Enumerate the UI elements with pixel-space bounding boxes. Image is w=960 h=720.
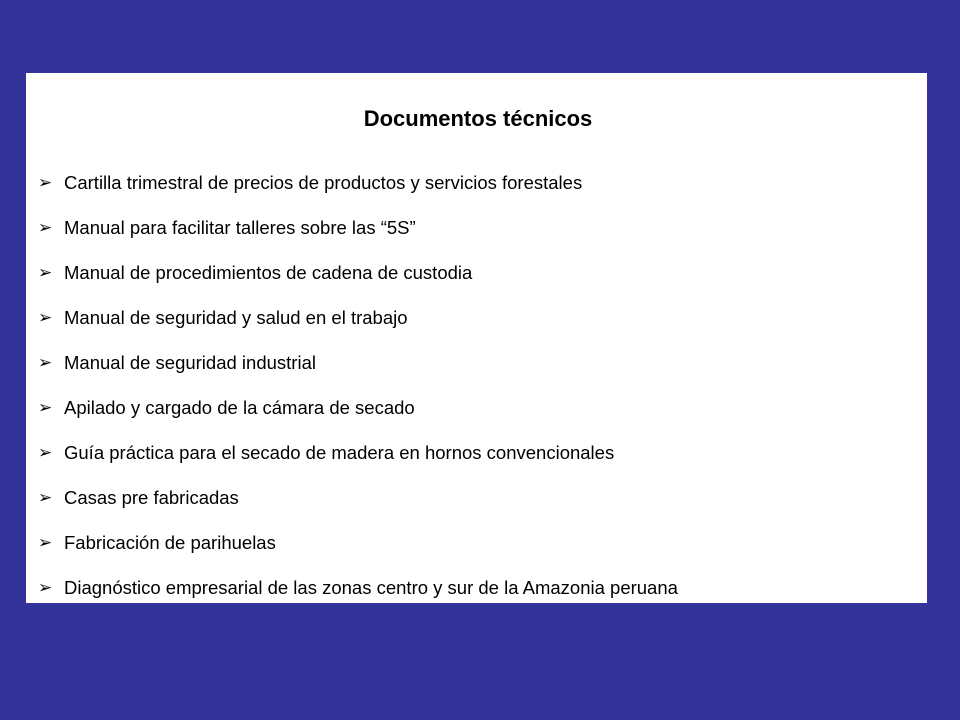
arrowhead-bullet-icon: ➢ <box>38 218 53 237</box>
list-item-text: Manual de procedimientos de cadena de custodia <box>64 261 473 283</box>
arrowhead-bullet-icon: ➢ <box>38 398 53 417</box>
list-item <box>38 160 678 205</box>
list-item-text: Diagnóstico empresarial de las zonas centro y sur de la Amazonia peruana <box>64 576 678 598</box>
list-item-text: Manual de seguridad industrial <box>64 351 316 373</box>
arrowhead-bullet-icon: ➢ <box>38 488 53 507</box>
list-item <box>38 340 678 385</box>
list-item-text: Fabricación de parihuelas <box>64 531 276 553</box>
arrowhead-bullet-icon: ➢ <box>38 263 53 282</box>
list-item-text: Cartilla trimestral de precios de productos y servicios forestales <box>64 171 583 193</box>
list-item-text: Apilado y cargado de la cámara de secado <box>64 396 415 418</box>
list-item-text: Manual de seguridad y salud en el trabajo <box>64 306 408 328</box>
list-item <box>38 385 678 430</box>
list-item-text: Guía práctica para el secado de madera en hornos convencionales <box>64 441 615 463</box>
documents-list <box>38 160 678 610</box>
list-item-text: Manual para facilitar talleres sobre las “5S” <box>64 216 416 238</box>
arrowhead-bullet-icon: ➢ <box>38 353 53 372</box>
arrowhead-bullet-icon: ➢ <box>38 533 53 552</box>
slide-title: Documentos técnicos <box>363 106 593 131</box>
list-item <box>38 250 678 295</box>
list-item <box>38 475 678 520</box>
list-item <box>38 205 678 250</box>
list-item <box>38 430 678 475</box>
arrowhead-bullet-icon: ➢ <box>38 578 53 597</box>
list-item-text: Casas pre fabricadas <box>64 486 239 508</box>
arrowhead-bullet-icon: ➢ <box>38 173 53 192</box>
list-item <box>38 295 678 340</box>
arrowhead-bullet-icon: ➢ <box>38 308 53 327</box>
list-item <box>38 565 678 610</box>
list-item <box>38 520 678 565</box>
arrowhead-bullet-icon: ➢ <box>38 443 53 462</box>
